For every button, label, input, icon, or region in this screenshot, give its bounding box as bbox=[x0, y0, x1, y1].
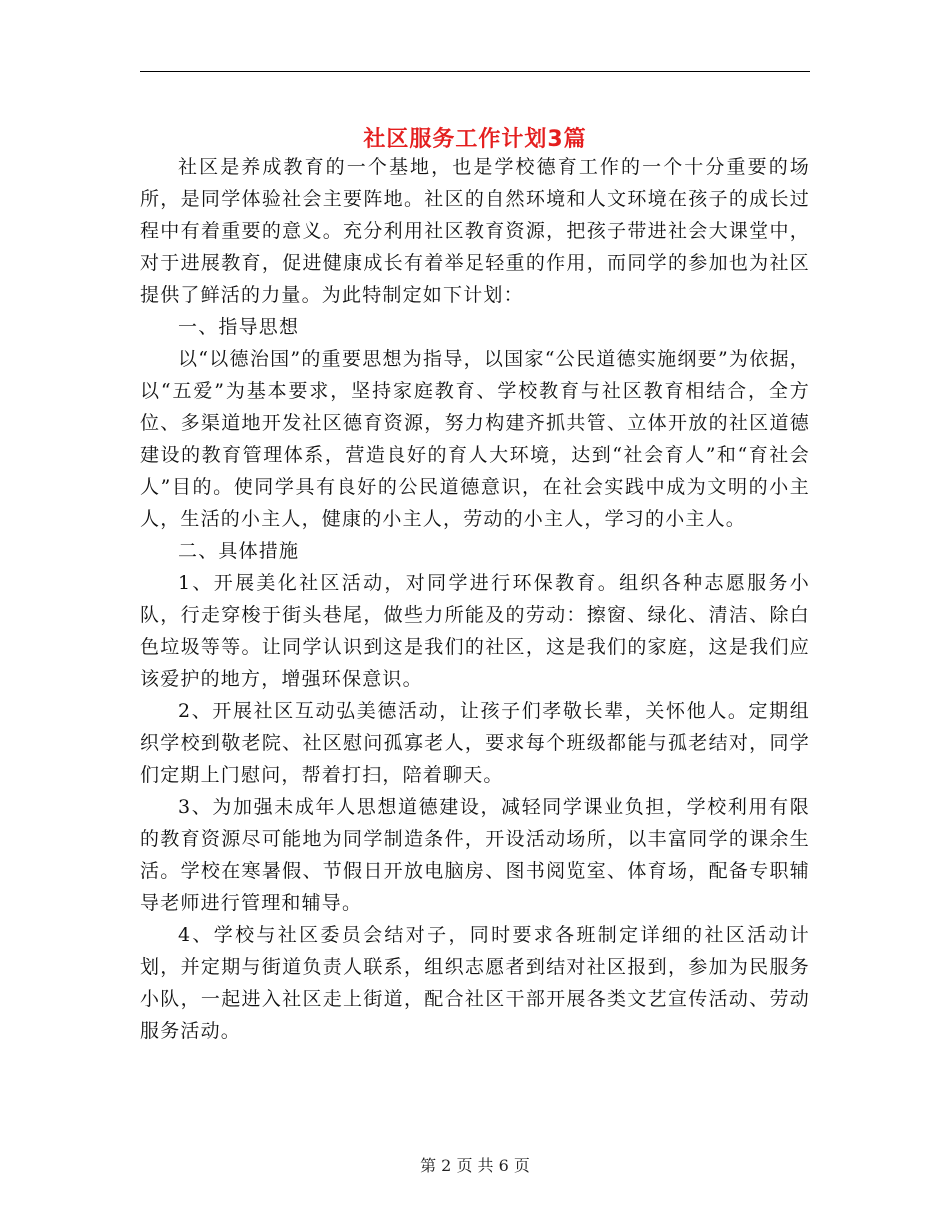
document-body bbox=[140, 151, 810, 1047]
intro-paragraph: 社区是养成教育的一个基地，也是学校德育工作的一个十分重要的场所，是同学体验社会主要阵地。社区的自然环境和人文环境在孩子的成长过程中有着重要的意义。充分利用社区教育资源，把孩子带进社会大课堂中，对于进展教育，促进健康成长有着举足轻重的作用，而同学的参加也为社区提供了鲜活的力量。为此特制定如下计划： bbox=[140, 156, 810, 306]
measure-paragraph-2: 2、开展社区互动弘美德活动，让孩子们孝敬长辈，关怀他人。定期组织学校到敬老院、社区慰问孤寡老人，要求每个班级都能与孤老结对，同学们定期上门慰问，帮着打扫，陪着聊天。 bbox=[140, 700, 810, 786]
guiding-ideology-paragraph: 以“以德治国”的重要思想为指导，以国家“公民道德实施纲要”为依据，以“五爱”为基本要求，坚持家庭教育、学校教育与社区教育相结合，全方位、多渠道地开发社区德育资源，努力构建齐抓共管、立体开放的社区道德建设的教育管理体系，营造良好的育人大环境，达到“社会育人”和“育社会人”目的。使同学具有良好的公民道德意识，在社会实践中成为文明的小主人，生活的小主人，健康的小主人，劳动的小主人，学习的小主人。 bbox=[140, 348, 810, 530]
document-title: 社区服务工作计划3篇 bbox=[363, 126, 587, 152]
page-number: 第 2 页 共 6 页 bbox=[420, 1156, 530, 1175]
measure-paragraph-4: 4、学校与社区委员会结对子，同时要求各班制定详细的社区活动计划，并定期与街道负责人联系，组织志愿者到结对社区报到，参加为民服务小队，一起进入社区走上街道，配合社区干部开展各类文艺宣传活动、劳动服务活动。 bbox=[140, 924, 810, 1042]
section-heading-specific-measures: 二、具体措施 bbox=[178, 540, 300, 562]
measure-paragraph-3: 3、为加强未成年人思想道德建设，减轻同学课业负担，学校利用有限的教育资源尽可能地为同学制造条件，开设活动场所，以丰富同学的课余生活。学校在寒暑假、节假日开放电脑房、图书阅览室、体育场，配备专职辅导老师进行管理和辅导。 bbox=[140, 796, 810, 914]
header-rule bbox=[140, 71, 810, 72]
section-heading-guiding-ideology: 一、指导思想 bbox=[178, 316, 300, 338]
measure-paragraph-1: 1、开展美化社区活动，对同学进行环保教育。组织各种志愿服务小队，行走穿梭于街头巷尾，做些力所能及的劳动：擦窗、绿化、清洁、除白色垃圾等等。让同学认识到这是我们的社区，这是我们的家庭，这是我们应该爱护的地方，增强环保意识。 bbox=[140, 572, 810, 690]
